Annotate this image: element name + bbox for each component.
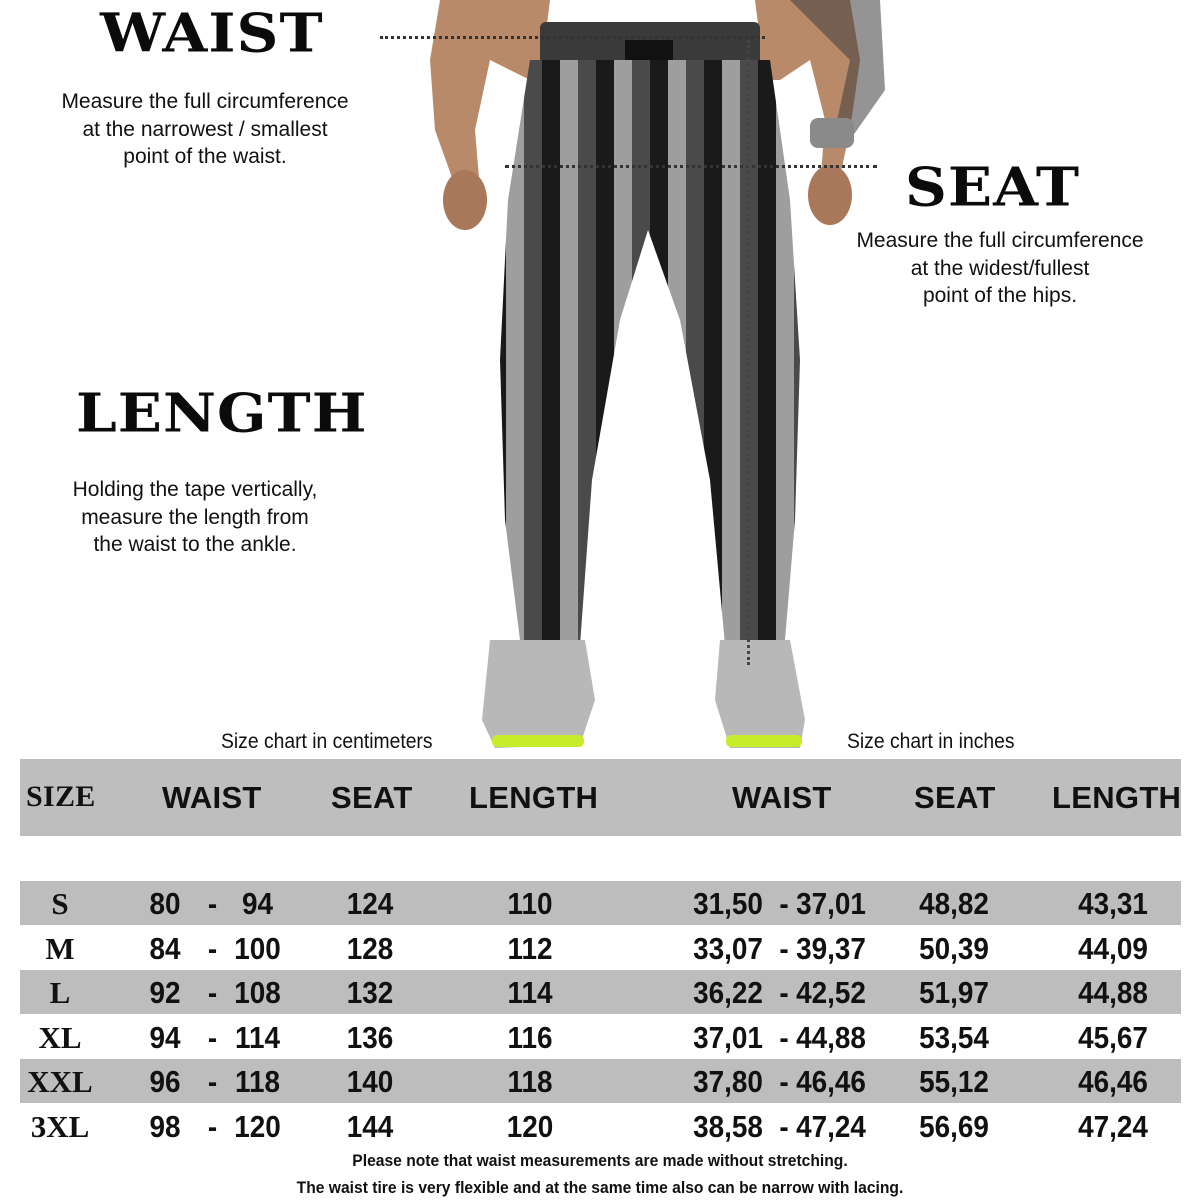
cell-seat-cm: 144 [346, 1108, 394, 1144]
range-separator: - [779, 886, 789, 921]
range-separator: - [779, 1019, 789, 1055]
cell-seat-in: 53,54 [919, 1019, 989, 1055]
cell-length-cm: 114 [507, 975, 553, 1010]
range-separator: - [207, 886, 218, 921]
cell-length-in: 43,31 [1078, 886, 1148, 921]
range-separator: - [207, 1019, 218, 1055]
waist-measure-line [380, 36, 765, 39]
note-line-2: The waist tire is very flexible and at the same time also can be narrow with lacing. [296, 1178, 904, 1197]
cell-length-in: 47,24 [1078, 1108, 1148, 1144]
cell-waist-cm-max: 108 [234, 975, 281, 1010]
range-separator: - [779, 1064, 789, 1099]
cell-waist-cm-max: 118 [234, 1064, 280, 1099]
cell-seat-cm: 128 [346, 930, 394, 966]
range-separator: - [779, 930, 789, 966]
cell-seat-cm: 132 [346, 975, 394, 1010]
waist-description [20, 88, 390, 171]
caption-inches: Size chart in inches [847, 730, 1015, 753]
waist-title: WAIST [100, 2, 324, 65]
seat-desc-line: Measure the full circumference [856, 229, 1144, 252]
cell-seat-in: 56,69 [919, 1108, 989, 1144]
cell-seat-in: 50,39 [919, 930, 989, 966]
cell-waist-cm-min: 94 [149, 1019, 181, 1055]
header-size: SIZE [26, 780, 96, 813]
cell-waist-cm-min: 98 [149, 1108, 181, 1144]
range-separator: - [779, 975, 789, 1010]
cell-length-in: 44,88 [1078, 975, 1148, 1010]
length-title: LENGTH [76, 382, 368, 445]
cell-seat-cm: 136 [346, 1019, 394, 1055]
cell-waist-cm-max: 100 [234, 930, 281, 966]
cell-waist-cm-min: 84 [149, 930, 181, 966]
length-desc-line: Holding the tape vertically, [72, 478, 318, 501]
seat-title: SEAT [905, 156, 1081, 219]
cell-waist-in-min: 37,80 [693, 1064, 763, 1099]
cell-waist-in-max: 46,46 [796, 1064, 866, 1099]
length-measure-line [747, 40, 750, 665]
range-separator: - [207, 1108, 218, 1144]
cell-seat-in: 55,12 [919, 1064, 989, 1099]
seat-desc-line: point of the hips. [922, 284, 1078, 307]
cell-waist-cm-max: 114 [234, 1019, 280, 1055]
header-waist-in: WAIST [732, 780, 832, 815]
product-photo [380, 0, 900, 760]
cell-size: XXL [27, 1064, 93, 1099]
cell-length-cm: 120 [506, 1108, 554, 1144]
cell-length-in: 45,67 [1078, 1019, 1148, 1055]
cell-length-cm: 110 [507, 886, 553, 921]
cell-seat-cm: 124 [346, 886, 394, 921]
range-separator: - [207, 975, 218, 1010]
waist-desc-line: Measure the full circumference [61, 90, 349, 113]
cell-size: S [51, 886, 69, 921]
cell-length-in: 46,46 [1078, 1064, 1148, 1099]
cell-waist-cm-max: 120 [234, 1108, 281, 1144]
cell-waist-in-min: 38,58 [693, 1108, 763, 1144]
cell-size: L [49, 975, 71, 1010]
cell-waist-cm-min: 96 [149, 1064, 181, 1099]
cell-waist-in-max: 42,52 [796, 975, 866, 1010]
range-separator: - [207, 930, 218, 966]
range-separator: - [207, 1064, 218, 1099]
cell-length-cm: 118 [507, 1064, 553, 1099]
cell-waist-in-max: 44,88 [796, 1019, 866, 1055]
cell-size: M [45, 930, 75, 966]
seat-measure-line [505, 165, 877, 168]
length-description [10, 476, 380, 559]
seat-description [815, 227, 1185, 310]
header-seat-in: SEAT [914, 780, 996, 815]
cell-waist-cm-min: 92 [149, 975, 181, 1010]
length-desc-line: measure the length from [81, 505, 309, 529]
waist-desc-line: at the narrowest / smallest [82, 117, 328, 141]
caption-centimeters: Size chart in centimeters [221, 730, 433, 753]
cell-waist-in-min: 37,01 [693, 1019, 763, 1055]
cell-waist-in-min: 31,50 [693, 886, 763, 921]
cell-seat-cm: 140 [346, 1064, 394, 1099]
cell-waist-in-max: 39,37 [796, 930, 866, 966]
header-waist-cm: WAIST [162, 780, 262, 815]
cell-length-cm: 116 [507, 1019, 553, 1055]
cell-waist-in-max: 37,01 [796, 886, 866, 921]
cell-size: 3XL [30, 1108, 90, 1144]
seat-desc-line: at the widest/fullest [910, 256, 1090, 280]
length-desc-line: the waist to the ankle. [93, 533, 297, 556]
cell-seat-in: 51,97 [919, 975, 989, 1010]
cell-seat-in: 48,82 [919, 886, 989, 921]
cell-length-in: 44,09 [1078, 930, 1148, 966]
range-separator: - [779, 1108, 789, 1144]
cell-size: XL [38, 1019, 82, 1055]
header-length-in: LENGTH [1052, 780, 1182, 815]
cell-waist-in-max: 47,24 [796, 1108, 866, 1144]
header-seat-cm: SEAT [331, 780, 413, 815]
cell-waist-in-min: 33,07 [693, 930, 763, 966]
waist-desc-line: point of the waist. [123, 145, 287, 168]
cell-length-cm: 112 [507, 930, 553, 966]
note-line-1: Please note that waist measurements are made without stretching. [352, 1151, 848, 1170]
cell-waist-cm-min: 80 [149, 886, 181, 921]
cell-waist-cm-max: 94 [241, 886, 274, 921]
cell-waist-in-min: 36,22 [693, 975, 763, 1010]
header-length-cm: LENGTH [469, 780, 599, 815]
